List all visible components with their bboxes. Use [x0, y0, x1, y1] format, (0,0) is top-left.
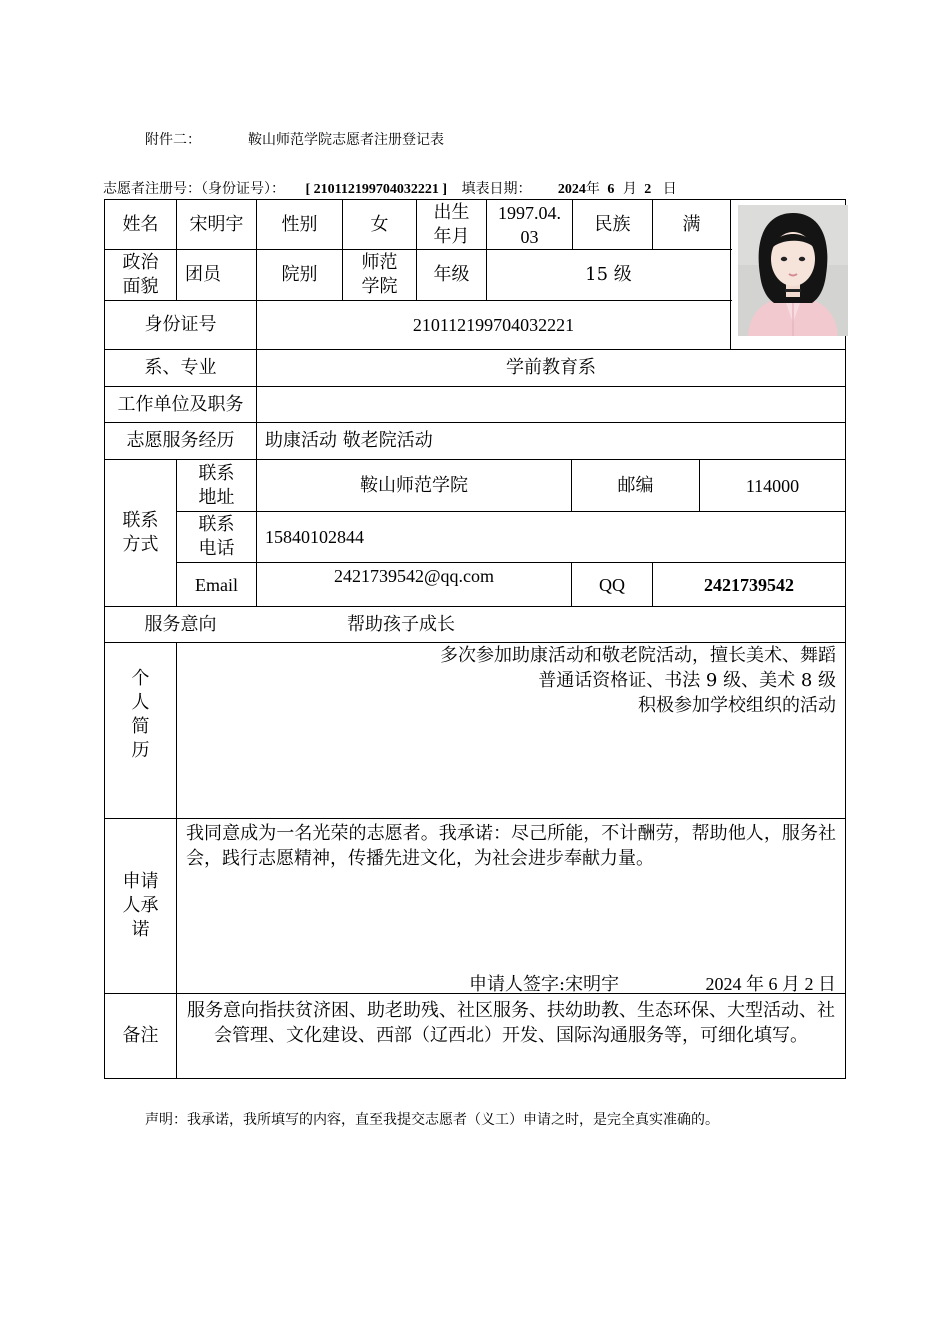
- address-value: 鞍山师范学院: [360, 474, 468, 496]
- email-label: Email: [195, 574, 238, 595]
- intent-value: 帮助孩子成长: [347, 613, 455, 635]
- name-value: 宋明宇: [189, 213, 244, 235]
- gender-value: 女: [370, 213, 389, 235]
- fill-date-year: 2024: [557, 182, 586, 197]
- pledge-text: 我同意成为一名光荣的志愿者。我承诺：尽己所能，不计酬劳，帮助他人，服务社会，践行志愿精神，传播先进文化，为社会进步奉献力量。: [186, 823, 836, 869]
- fill-date-month: 6: [607, 182, 615, 197]
- phone-value: 15840102844: [265, 527, 364, 547]
- resume-text: [186, 643, 836, 718]
- id-label: 身份证号: [144, 314, 217, 335]
- registration-label: 志愿者注册号：（身份证号）：: [103, 181, 285, 197]
- postcode-label: 邮编: [617, 474, 654, 496]
- attachment-label: 附件二：: [145, 132, 201, 148]
- resume-line: 普通话资格证、书法 9 级、美术 8 级: [538, 670, 836, 691]
- fill-date-day-unit: 日: [662, 181, 677, 197]
- col-line: [730, 199, 731, 349]
- political-label: 政治面貌: [122, 252, 159, 297]
- fill-date-month-unit: 月: [622, 181, 637, 197]
- fill-date-label: 填表日期：: [461, 181, 532, 197]
- pledge-label: 申请人承诺: [122, 871, 159, 940]
- signature-label: 申请人签字:宋明宇: [469, 974, 620, 995]
- row-line: [732, 199, 846, 200]
- fill-date-day: 2: [644, 182, 652, 197]
- intent-label: 服务意向: [144, 613, 217, 635]
- contact-label: 联系方式: [122, 510, 159, 555]
- ethnic-label: 民族: [594, 213, 631, 235]
- postcode-value: 114000: [745, 475, 800, 496]
- resume-label: 个人简历: [131, 668, 150, 761]
- birth-value: 1997.04.03: [498, 202, 561, 247]
- applicant-photo: [738, 205, 848, 336]
- statement: 声明：我承诺，我所填写的内容，直至我提交志愿者（义工）申请之时，是完全真实准确的。: [145, 1112, 719, 1128]
- college-label: 院别: [281, 264, 318, 285]
- remark-label: 备注: [122, 1025, 159, 1046]
- gender-label: 性别: [281, 213, 318, 235]
- experience-label: 志愿服务经历: [126, 430, 235, 451]
- remark-text: 服务意向指扶贫济困、助老助残、社区服务、扶幼助教、生态环保、大型活动、社会管理、文化建设、西部（辽西北）开发、国际沟通服务等，可细化填写。: [187, 1000, 835, 1046]
- id-value: 210112199704032221: [412, 315, 575, 335]
- phone-label: 联系电话: [198, 514, 235, 559]
- signature-date: 2024 年 6 月 2 日: [705, 974, 836, 994]
- resume-line: 积极参加学校组织的活动: [638, 695, 836, 716]
- birth-label: 出生年月: [433, 201, 470, 247]
- dept-value: 学前教育系: [506, 357, 596, 378]
- college-value: 师范学院: [361, 252, 398, 297]
- work-label: 工作单位及职务: [117, 393, 244, 415]
- name-label: 姓名: [122, 213, 159, 235]
- grade-label: 年级: [433, 264, 470, 285]
- email-value: 2421739542@qq.com: [333, 565, 495, 586]
- registration-number: [ 210112199704032221 ]: [305, 182, 448, 197]
- resume-line: 多次参加助康活动和敬老院活动，擅长美术、舞蹈: [440, 645, 836, 666]
- form-title: 鞍山师范学院志愿者注册登记表: [248, 132, 444, 148]
- address-label: 联系地址: [198, 462, 235, 508]
- political-value: 团员: [185, 264, 221, 285]
- registration-line: [103, 178, 677, 198]
- experience-value: 助康活动 敬老院活动: [265, 430, 433, 451]
- qq-label: QQ: [599, 574, 625, 595]
- work-value: [257, 387, 845, 422]
- portrait-image: [738, 205, 848, 336]
- row-line: [104, 818, 846, 819]
- qq-value: 2421739542: [704, 574, 794, 595]
- col-line: [176, 642, 177, 1078]
- fill-date-year-unit: 年: [585, 181, 600, 197]
- ethnic-value: 满: [682, 213, 701, 235]
- grade-value: 15 级: [585, 264, 632, 285]
- row-line: [104, 1078, 846, 1079]
- dept-label: 系、专业: [144, 357, 217, 378]
